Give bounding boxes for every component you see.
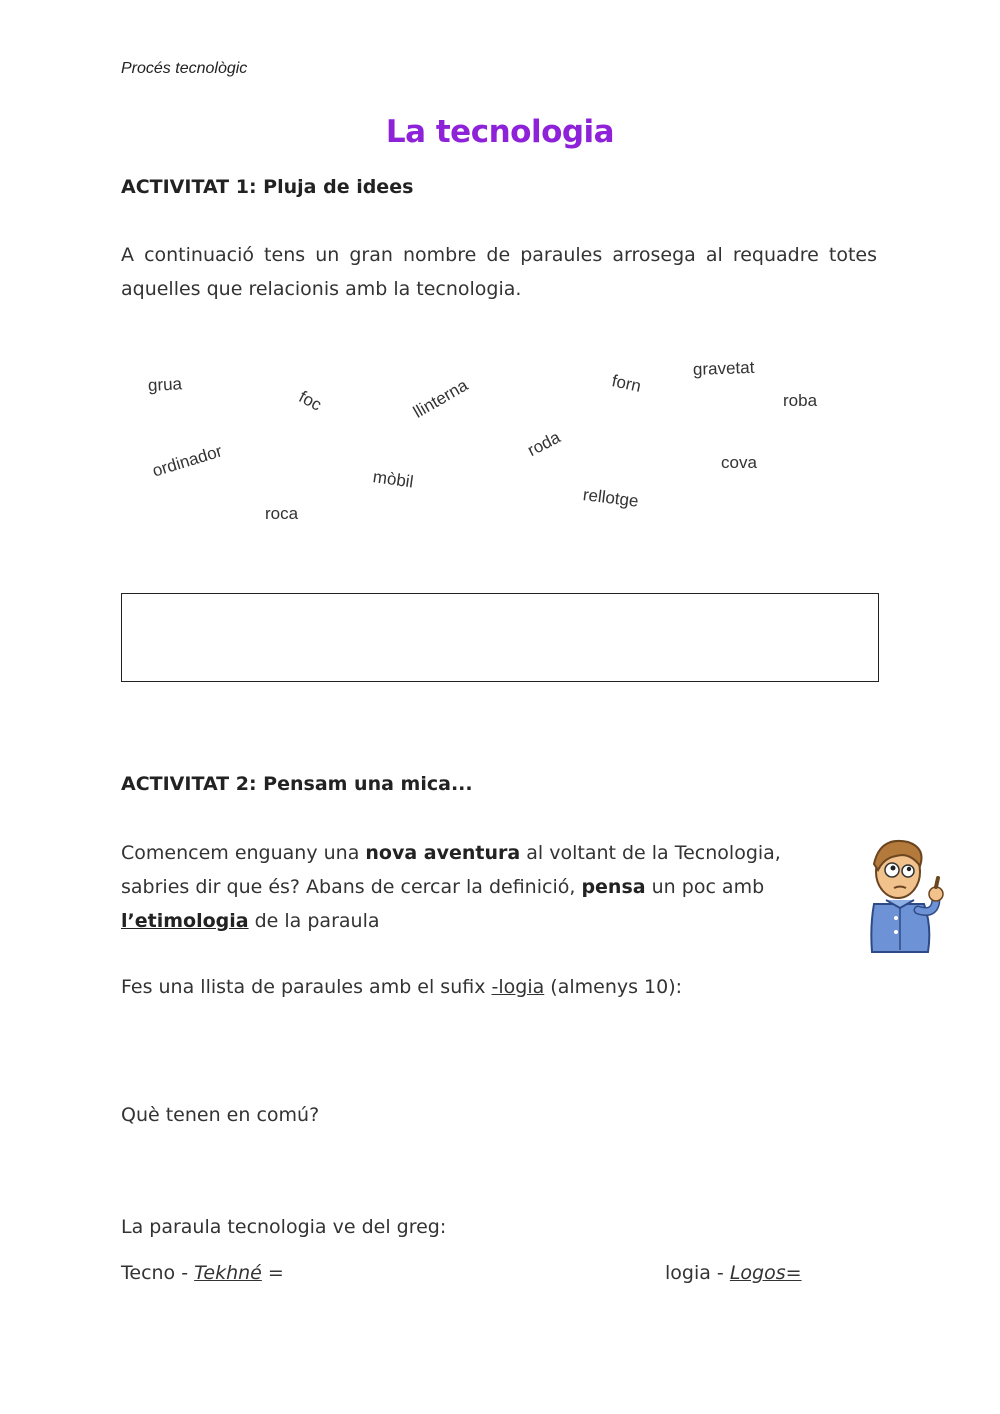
prompt-text-before: Fes una llista de paraules amb el sufix — [121, 976, 492, 998]
intro-text-2: al voltant de la Tecnologia, sabries dir que és? Abans de cercar la definició, — [121, 842, 781, 898]
prompt-text-after: (almenys 10): — [544, 976, 683, 998]
tecno-greek-word: Tekhné — [194, 1262, 262, 1284]
logia-definition — [665, 1256, 802, 1290]
draggable-word-forn[interactable]: forn — [610, 371, 643, 396]
intro-text-1: Comencem enguany una — [121, 842, 366, 864]
logia-label: logia - — [665, 1262, 730, 1284]
common-question: Què tenen en comú? — [121, 1104, 320, 1126]
draggable-word-grua[interactable]: grua — [147, 374, 183, 395]
activity2-intro — [121, 836, 843, 938]
draggable-word-llinterna[interactable]: llinterna — [410, 375, 472, 422]
intro-bold-think: pensa — [581, 876, 646, 898]
tecno-equals: = — [261, 1262, 284, 1284]
origin-text: La paraula tecnologia ve del greg: — [121, 1216, 447, 1238]
page-title: La tecnologia — [385, 114, 615, 150]
draggable-word-cova[interactable]: cova — [721, 453, 757, 472]
thinking-boy-icon — [856, 826, 948, 958]
activity2-heading: ACTIVITAT 2: Pensam una mica... — [121, 773, 473, 795]
tecno-label: Tecno - — [121, 1262, 195, 1284]
intro-bold-etymology: l’etimologia — [121, 910, 249, 932]
subject-header: Procés tecnològic — [121, 60, 248, 77]
draggable-word-mobil[interactable]: mòbil — [371, 467, 415, 492]
draggable-word-roda[interactable]: roda — [524, 427, 564, 461]
drop-zone-box[interactable] — [121, 593, 879, 682]
draggable-word-ordinador[interactable]: ordinador — [150, 441, 225, 481]
intro-text-4: de la paraula — [248, 910, 380, 932]
tecno-definition — [121, 1256, 284, 1290]
draggable-word-roca[interactable]: roca — [265, 504, 299, 523]
draggable-word-rellotge[interactable]: rellotge — [581, 485, 640, 511]
activity1-heading: ACTIVITAT 1: Pluja de idees — [121, 176, 414, 198]
draggable-word-foc[interactable]: foc — [295, 387, 325, 415]
draggable-word-gravetat[interactable]: gravetat — [692, 357, 755, 379]
draggable-word-roba[interactable]: roba — [783, 391, 818, 410]
logia-greek-word: Logos= — [729, 1262, 802, 1284]
suffix-list-prompt — [121, 970, 682, 1004]
suffix-logia: -logia — [491, 976, 545, 998]
activity1-instruction: A continuació tens un gran nombre de paraules arrosega al requadre totes aquelles que relacionis amb la tecnologia. — [121, 244, 877, 300]
intro-bold-adventure: nova aventura — [365, 842, 521, 864]
intro-text-3: un poc amb — [645, 876, 765, 898]
